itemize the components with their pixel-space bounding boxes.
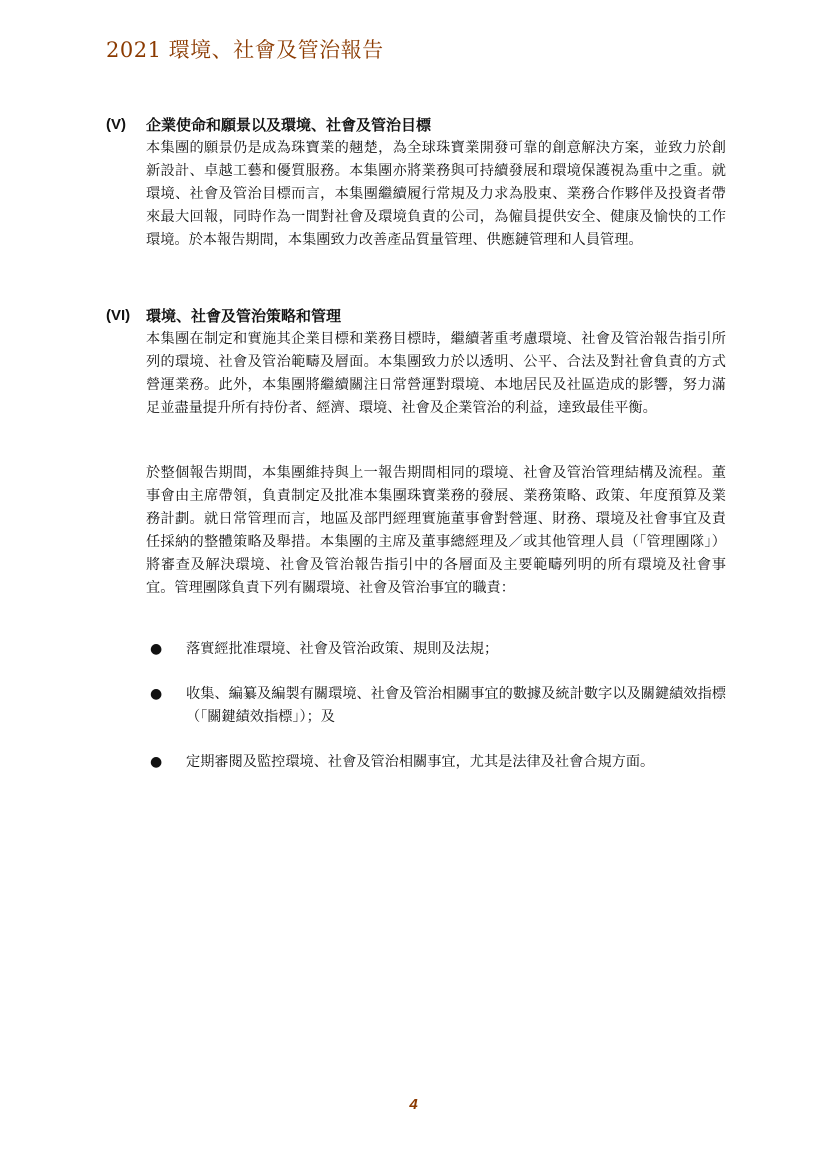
section-title: 環境、社會及管治策略和管理 <box>146 307 342 325</box>
list-item <box>146 638 726 661</box>
list-item-text: 收集、編纂及編製有關環境、社會及管治相關事宜的數據及統計數字以及關鍵績效指標（「關鍵績效指標」）；及 <box>186 686 726 725</box>
bullet-icon: ● <box>150 754 163 770</box>
section-heading <box>106 306 726 326</box>
list-item-text: 落實經批准環境、社會及管治政策、規則及法規； <box>186 641 499 657</box>
section-vi <box>106 306 726 420</box>
section-title: 企業使命和願景以及環境、社會及管治目標 <box>146 116 432 134</box>
list-item <box>146 751 726 774</box>
section-paragraph-2: 於整個報告期間，本集團維持與上一報告期間相同的環境、社會及管治管理結構及流程。董事會由主席帶領，負責制定及批准本集團珠寶業務的發展、業務策略、政策、年度預算及業務計劃。就日常管理而言，地區及部門經理實施董事會對營運、財務、環境及社會事宜及責任採納的整體策略及舉措。本集團的主席及董事總經理及／或其他管理人員（「管理團隊」）將審查及解決環境、社會及管治報告指引中的各層面及主要範疇列明的所有環境及社會事宜。管理團隊負責下列有關環境、社會及管治事宜的職責： <box>146 465 726 596</box>
bullet-icon: ● <box>150 641 163 657</box>
section-number: (V) <box>106 116 126 133</box>
list-item <box>146 683 726 729</box>
section-paragraph: 本集團的願景仍是成為珠寶業的翹楚，為全球珠寶業開發可靠的創意解決方案，並致力於創新設計、卓越工藝和優質服務。本集團亦將業務與可持續發展和環境保護視為重中之重。就環境、社會及管治目標而言，本集團繼續履行常規及力求為股東、業務合作夥伴及投資者帶來最大回報，同時作為一間對社會及環境負責的公司，為僱員提供安全、健康及愉快的工作環境。於本報告期間，本集團致力改善產品質量管理、供應鏈管理和人員管理。 <box>146 140 726 248</box>
page-number: 4 <box>409 1096 418 1113</box>
list-item-text: 定期審閱及監控環境、社會及管治相關事宜，尤其是法律及社會合規方面。 <box>186 754 655 770</box>
section-number: (VI) <box>106 307 131 324</box>
section-paragraph: 本集團在制定和實施其企業目標和業務目標時，繼續著重考慮環境、社會及管治報告指引所列的環境、社會及管治範疇及層面。本集團致力於以透明、公平、合法及對社會負責的方式營運業務。此外，本集團將繼續關注日常營運對環境、本地居民及社區造成的影響，努力滿足並盡量提升所有持份者、經濟、環境、社會及企業管治的利益，達致最佳平衡。 <box>146 331 726 416</box>
section-heading <box>106 115 726 135</box>
bullet-icon: ● <box>150 686 163 702</box>
report-title: 2021 環境、社會及管治報告 <box>106 38 384 62</box>
responsibility-list <box>146 638 726 774</box>
section-v <box>106 115 726 252</box>
